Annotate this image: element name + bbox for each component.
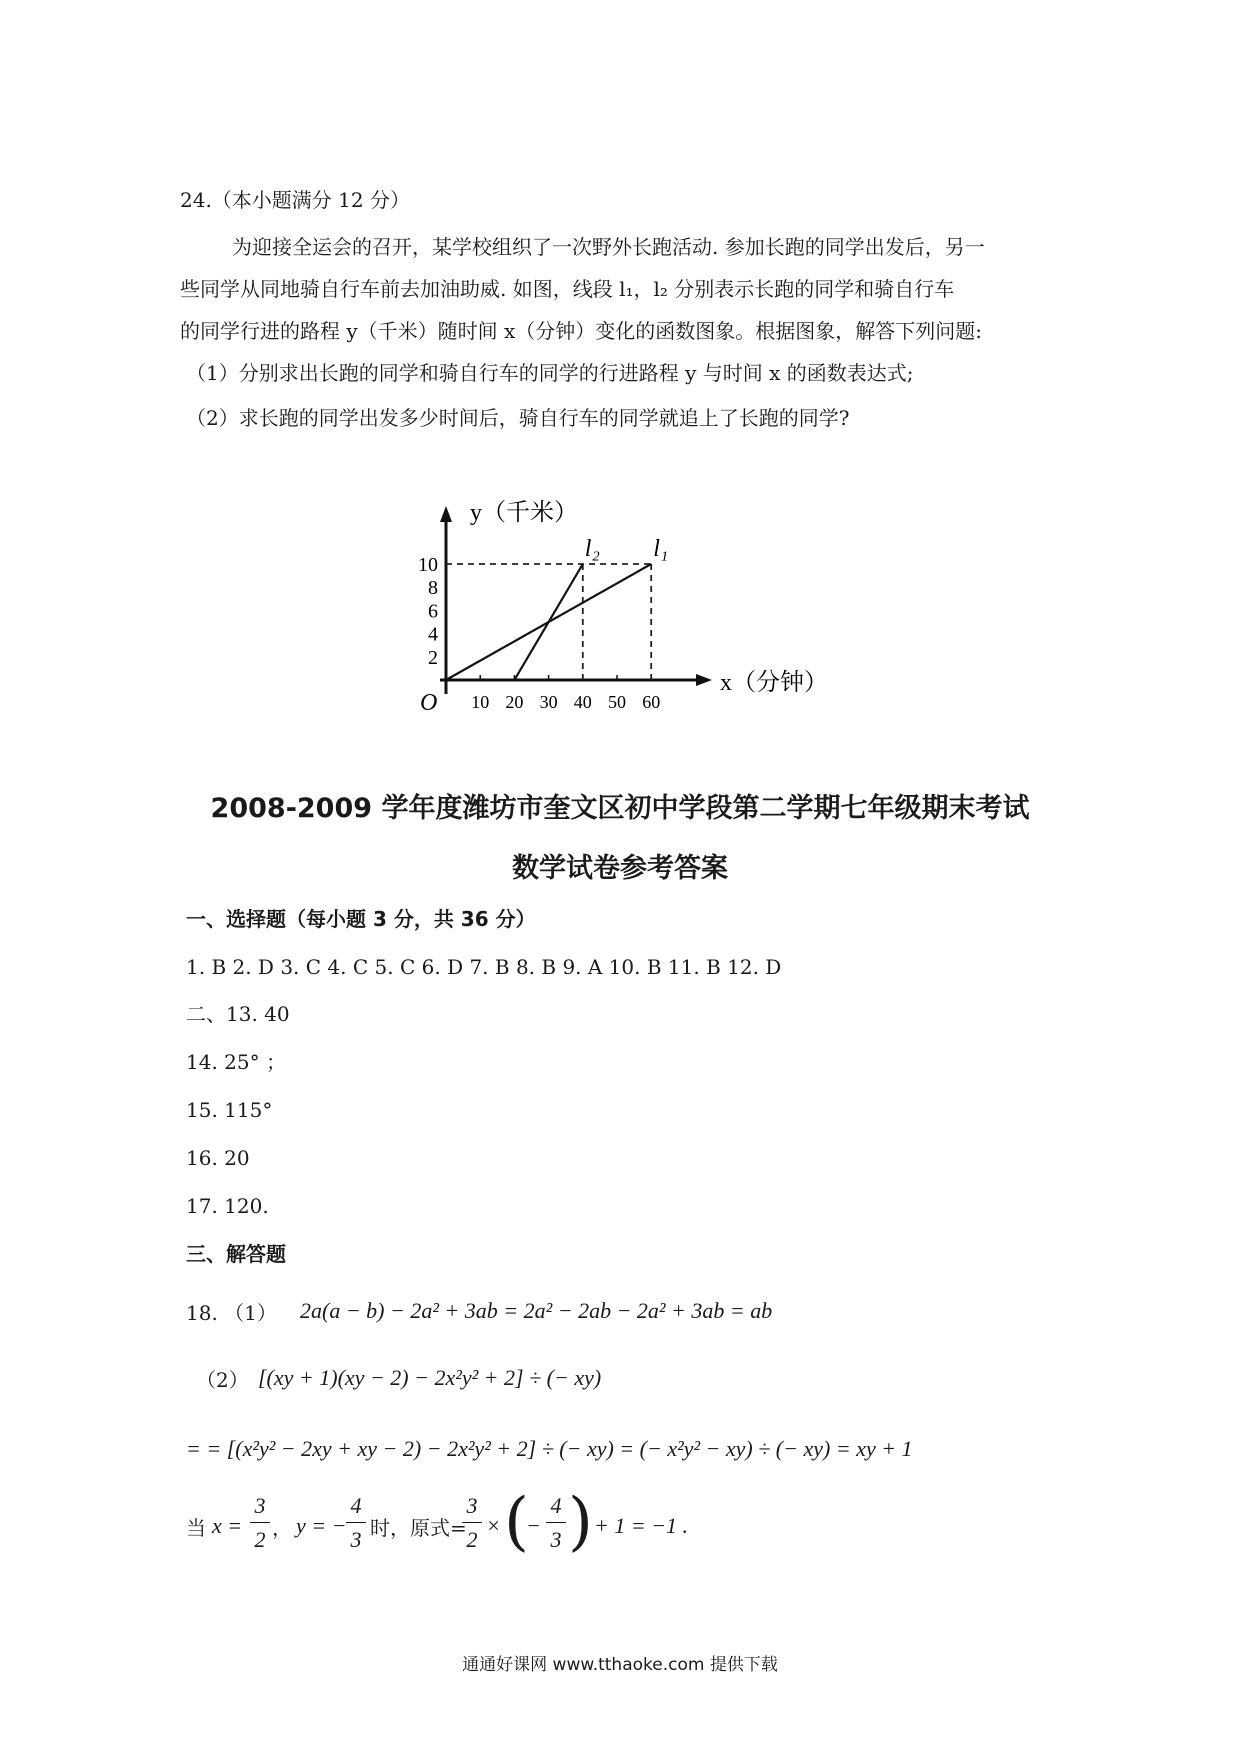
right-paren: ) bbox=[568, 1485, 593, 1559]
series-label: l₂ bbox=[584, 536, 600, 562]
q18-part2-label: （2） bbox=[196, 1368, 249, 1392]
y-axis-label: y（千米） bbox=[470, 500, 578, 526]
section-multiple-choice-heading: 一、选择题（每小题 3 分，共 36 分） bbox=[186, 907, 536, 931]
fill-answer-17: 17. 120. bbox=[186, 1194, 269, 1218]
question-24-part2: （2）求长跑的同学出发多少时间后，骑自行车的同学就追上了长跑的同学? bbox=[186, 406, 850, 430]
times-sign: × bbox=[486, 1513, 501, 1538]
fill-answer-15: 15. 115° bbox=[186, 1098, 273, 1122]
series-label: l₁ bbox=[653, 536, 669, 562]
q18-y-equals: y = − bbox=[296, 1513, 347, 1538]
q18-part2-step: = = [(x²y² − 2xy + xy − 2) − 2x²y² + 2] ÷ (− xy) = (− x²y² − xy) ÷ (− xy) = xy + 1 bbox=[186, 1436, 913, 1461]
y-tick-label: 6 bbox=[428, 600, 438, 623]
question-24-text-line1: 为迎接全运会的召开，某学校组织了一次野外长跑活动. 参加长跑的同学出发后，另一 bbox=[232, 235, 985, 259]
q18-part2-expression: [(xy + 1)(xy − 2) − 2x²y² + 2] ÷ (− xy) bbox=[258, 1365, 602, 1390]
y-axis-arrow bbox=[440, 506, 452, 522]
x-axis-label: x（分钟） bbox=[720, 670, 828, 696]
fraction-bar bbox=[346, 1522, 366, 1523]
comma-1: ， bbox=[272, 1516, 292, 1540]
multiple-choice-answers: 1. B 2. D 3. C 4. C 5. C 6. D 7. B 8. B 9. A 10. B 11. B 12. D bbox=[186, 955, 782, 979]
section-solutions-heading: 三、解答题 bbox=[186, 1242, 286, 1266]
fill-answer-14: 14. 25° ； bbox=[186, 1050, 286, 1074]
frac-denominator-2: 2 bbox=[466, 1527, 478, 1552]
question-24-header: 24.（本小题满分 12 分） bbox=[180, 188, 410, 212]
fill-answer-16: 16. 20 bbox=[186, 1146, 250, 1170]
answer-title-line2: 数学试卷参考答案 bbox=[512, 853, 728, 884]
q18-substitution-prefix: 当 bbox=[186, 1516, 206, 1540]
y-tick-label: 4 bbox=[428, 623, 438, 646]
q18-substitution-middle: 时，原式= bbox=[370, 1516, 467, 1540]
q18-part1-expression: 2a(a − b) − 2a² + 3ab = 2a² − 2ab − 2a² + 3ab = ab bbox=[300, 1298, 773, 1323]
y-tick-label: 8 bbox=[428, 577, 438, 600]
distance-time-graph bbox=[0, 0, 1240, 760]
frac-denominator-3: 3 bbox=[550, 1527, 562, 1552]
frac-denominator-2: 2 bbox=[254, 1527, 266, 1552]
footer-source: 通通好课网 www.tthaoke.com 提供下载 bbox=[462, 1655, 778, 1675]
x-tick-label: 40 bbox=[573, 692, 592, 712]
question-24-text-line3: 的同学行进的路程 y（千米）随时间 x（分钟）变化的函数图象。根据图象，解答下列问题: bbox=[180, 319, 983, 343]
x-tick-label: 20 bbox=[505, 692, 524, 712]
left-paren: ( bbox=[504, 1485, 529, 1559]
x-tick-label: 10 bbox=[471, 692, 490, 712]
fill-answer-13: 二、13. 40 bbox=[186, 1002, 290, 1026]
question-24-text-line2: 些同学从同地骑自行车前去加油助威. 如图，线段 l₁，l₂ 分别表示长跑的同学和骑自行车 bbox=[180, 277, 955, 301]
series-line bbox=[514, 564, 582, 680]
frac-numerator-4: 4 bbox=[550, 1493, 562, 1518]
q18-label: 18. （1） bbox=[186, 1301, 277, 1325]
frac-numerator-3: 3 bbox=[466, 1493, 478, 1518]
origin-label: O bbox=[420, 690, 438, 716]
answer-title-line1: 2008-2009 学年度潍坊市奎文区初中学段第二学期七年级期末考试 bbox=[210, 793, 1030, 824]
q18-x-equals: x = bbox=[212, 1513, 243, 1538]
frac-numerator-4: 4 bbox=[350, 1493, 362, 1518]
x-axis-arrow bbox=[696, 674, 712, 686]
minus-sign: − bbox=[526, 1513, 541, 1538]
frac-numerator-3: 3 bbox=[254, 1493, 266, 1518]
x-tick-label: 50 bbox=[608, 692, 626, 712]
y-tick-label: 10 bbox=[418, 554, 438, 576]
fraction-bar bbox=[250, 1522, 270, 1523]
x-tick-label: 30 bbox=[539, 692, 558, 712]
fraction-bar bbox=[546, 1522, 566, 1523]
q18-substitution-result: + 1 = −1 . bbox=[594, 1513, 689, 1538]
frac-denominator-3: 3 bbox=[350, 1527, 362, 1552]
x-tick-label: 60 bbox=[642, 692, 661, 712]
question-24-part1: （1）分别求出长跑的同学和骑自行车的同学的行进路程 y 与时间 x 的函数表达式; bbox=[186, 361, 914, 385]
fraction-bar bbox=[462, 1522, 482, 1523]
y-tick-label: 2 bbox=[428, 646, 438, 669]
